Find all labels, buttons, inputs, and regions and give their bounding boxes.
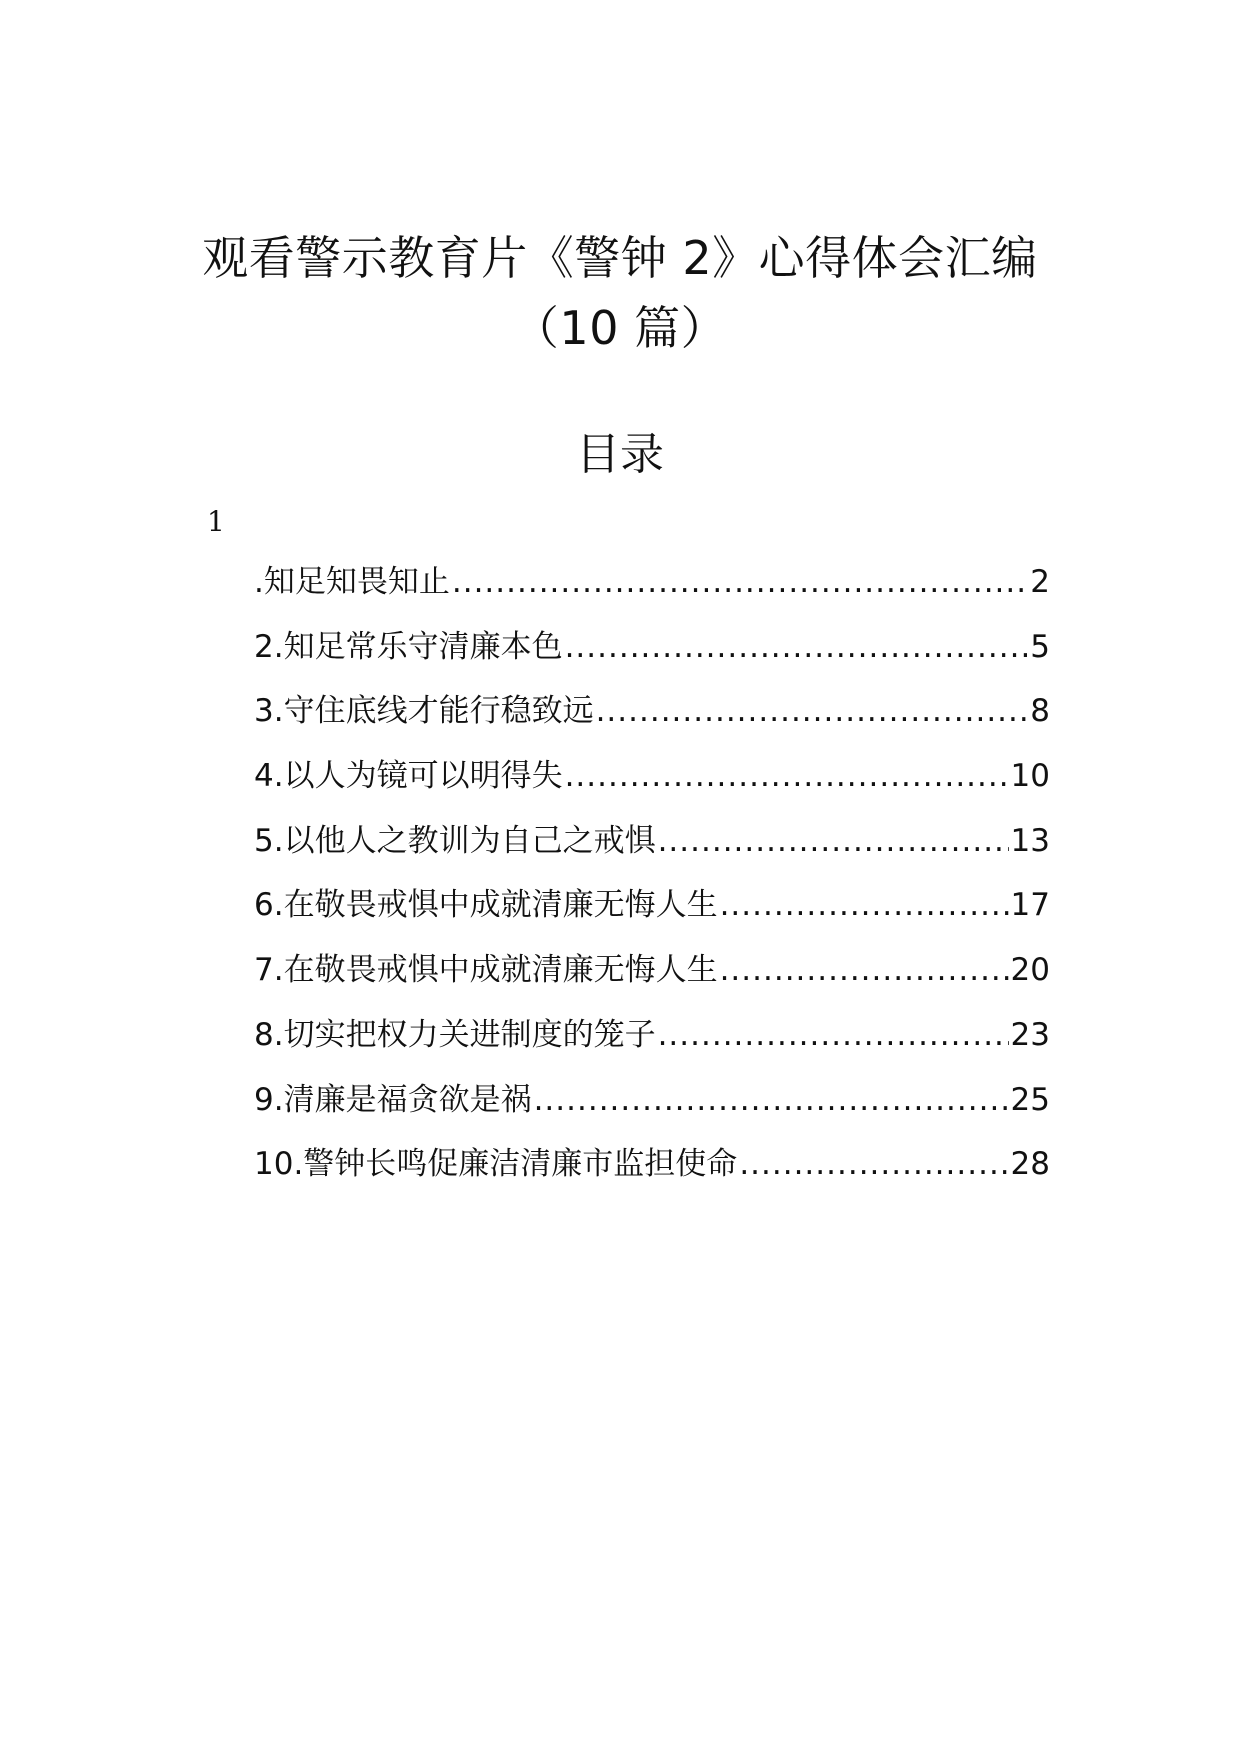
toc-dot-leader — [658, 1011, 1009, 1059]
toc-dot-leader — [658, 817, 1009, 865]
toc-entry[interactable] — [254, 752, 1050, 817]
toc-number-marker: 1 — [207, 505, 225, 538]
toc-entry[interactable] — [254, 881, 1050, 946]
toc-dot-leader — [739, 1140, 1008, 1188]
toc-entry[interactable] — [254, 558, 1050, 623]
toc-page-number: 17 — [1010, 887, 1050, 924]
toc-entry[interactable] — [254, 946, 1050, 1011]
toc-page-number: 25 — [1010, 1081, 1050, 1118]
toc-dot-leader — [534, 1076, 1009, 1124]
toc-page-number: 28 — [1010, 1146, 1050, 1183]
table-of-contents — [254, 558, 1050, 1205]
toc-entry-title: .知足知畏知止 — [254, 564, 450, 600]
toc-entry-title: 9.清廉是福贪欲是祸 — [254, 1081, 532, 1118]
toc-entry-title: 2.知足常乐守清廉本色 — [254, 628, 563, 665]
toc-dot-leader — [596, 687, 1029, 735]
toc-entry-title: 4.以人为镜可以明得失 — [254, 758, 563, 795]
toc-entry-title: 6.在敬畏戒惧中成就清廉无悔人生 — [254, 887, 718, 924]
toc-entry-title: 3.守住底线才能行稳致远 — [254, 693, 594, 730]
toc-entry-title: 10.警钟长鸣促廉洁清廉市监担使命 — [254, 1146, 738, 1183]
toc-page-number: 13 — [1010, 822, 1050, 859]
toc-page-number: 8 — [1030, 693, 1050, 730]
toc-entry[interactable] — [254, 1011, 1050, 1076]
toc-page-number: 20 — [1010, 952, 1050, 989]
toc-dot-leader — [565, 623, 1029, 671]
document-title: 观看警示教育片《警钟 2》心得体会汇编 — [202, 231, 1038, 285]
toc-page-number: 10 — [1010, 758, 1050, 795]
toc-dot-leader — [720, 881, 1009, 929]
toc-entry-title: 7.在敬畏戒惧中成就清廉无悔人生 — [254, 952, 718, 989]
toc-page-number: 5 — [1030, 628, 1050, 665]
toc-entry[interactable] — [254, 817, 1050, 882]
toc-entry[interactable] — [254, 1076, 1050, 1141]
toc-entry[interactable] — [254, 623, 1050, 688]
toc-entry[interactable] — [254, 687, 1050, 752]
toc-entry[interactable] — [254, 1140, 1050, 1205]
toc-entry-title: 8.切实把权力关进制度的笼子 — [254, 1016, 656, 1053]
document-subtitle: （10 篇） — [512, 301, 728, 355]
toc-entry-title: 5.以他人之教训为自己之戒惧 — [254, 822, 656, 859]
toc-page-number: 2 — [1030, 564, 1050, 600]
toc-dot-leader — [720, 946, 1009, 994]
toc-heading: 目录 — [576, 429, 664, 480]
toc-page-number: 23 — [1010, 1016, 1050, 1053]
toc-dot-leader — [565, 752, 1009, 800]
toc-dot-leader — [452, 558, 1028, 606]
